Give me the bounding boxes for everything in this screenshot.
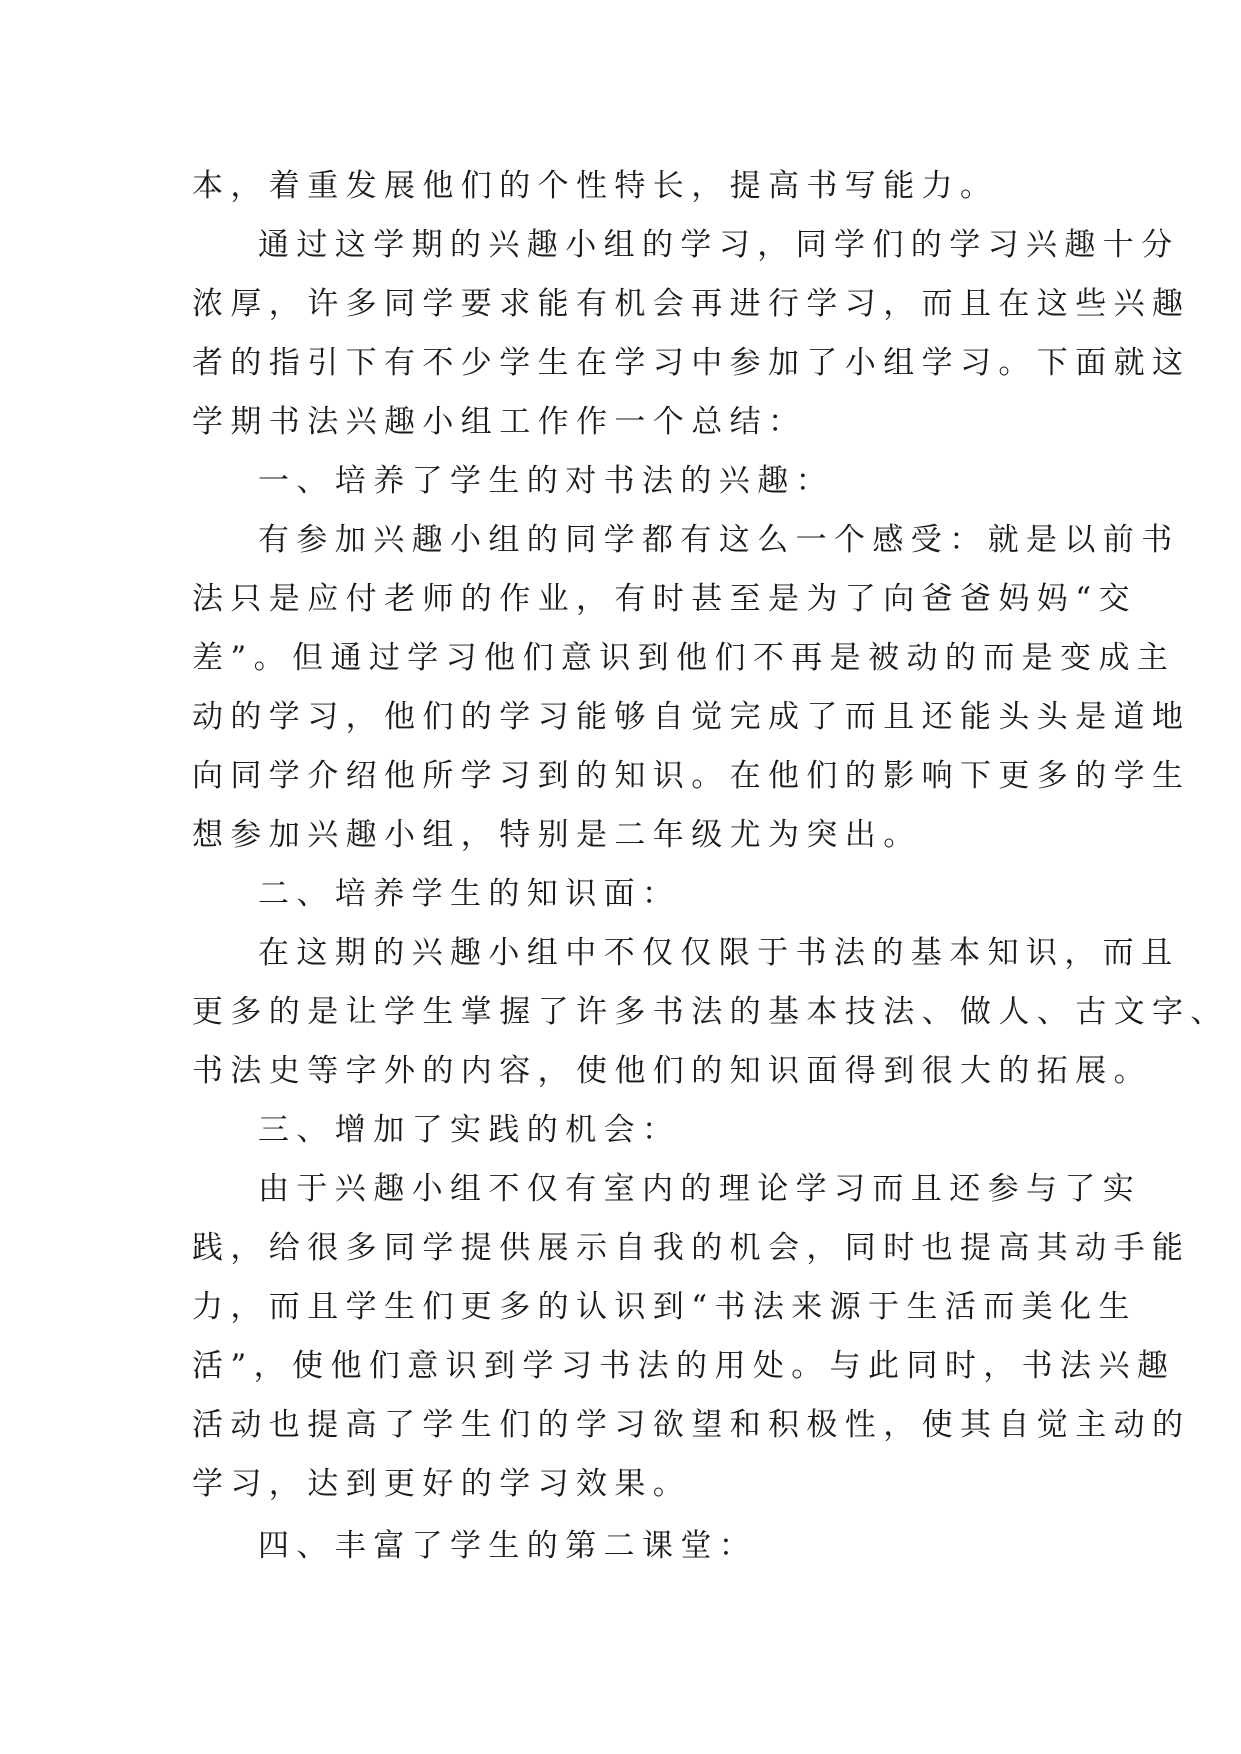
section-heading-1: 一、培养了学生的对书法的兴趣： [258,463,834,499]
section-heading-2: 二、培养学生的知识面： [258,876,681,912]
text-line: 通过这学期的兴趣小组的学习，同学们的学习兴趣十分 [258,227,1180,263]
text-line: 法只是应付老师的作业，有时甚至是为了向爸爸妈妈“交 [192,581,1137,617]
text-line: 本，着重发展他们的个性特长，提高书写能力。 [192,168,999,204]
text-line: 活”，使他们意识到学习书法的用处。与此同时，书法兴趣 [192,1348,1176,1384]
text-line: 差”。但通过学习他们意识到他们不再是被动的而是变成主 [192,640,1176,676]
text-line: 力，而且学生们更多的认识到“书法来源于生活而美化生 [192,1289,1137,1325]
text-line: 践，给很多同学提供展示自我的机会，同时也提高其动手能 [192,1230,1191,1266]
section-heading-4: 四、丰富了学生的第二课堂： [258,1528,758,1564]
text-line: 由于兴趣小组不仅有室内的理论学习而且还参与了实 [258,1171,1142,1207]
text-line: 学习，达到更好的学习效果。 [192,1466,692,1502]
text-line: 想参加兴趣小组，特别是二年级尤为突出。 [192,817,922,853]
text-line: 学期书法兴趣小组工作作一个总结： [192,404,807,440]
text-line: 浓厚，许多同学要求能有机会再进行学习，而且在这些兴趣 [192,286,1191,322]
text-line: 者的指引下有不少学生在学习中参加了小组学习。下面就这 [192,345,1191,381]
text-line: 更多的是让学生掌握了许多书法的基本技法、做人、古文字、 [192,994,1229,1030]
document-body [192,157,1229,1576]
text-line: 有参加兴趣小组的同学都有这么一个感受：就是以前书 [258,522,1180,558]
text-line: 书法史等字外的内容，使他们的知识面得到很大的拓展。 [192,1053,1152,1089]
text-line: 向同学介绍他所学习到的知识。在他们的影响下更多的学生 [192,758,1191,794]
text-line: 动的学习，他们的学习能够自觉完成了而且还能头头是道地 [192,699,1191,735]
text-line: 在这期的兴趣小组中不仅仅限于书法的基本知识，而且 [258,935,1180,971]
section-heading-3: 三、增加了实践的机会： [258,1112,681,1148]
text-line: 活动也提高了学生们的学习欲望和积极性，使其自觉主动的 [192,1407,1191,1443]
